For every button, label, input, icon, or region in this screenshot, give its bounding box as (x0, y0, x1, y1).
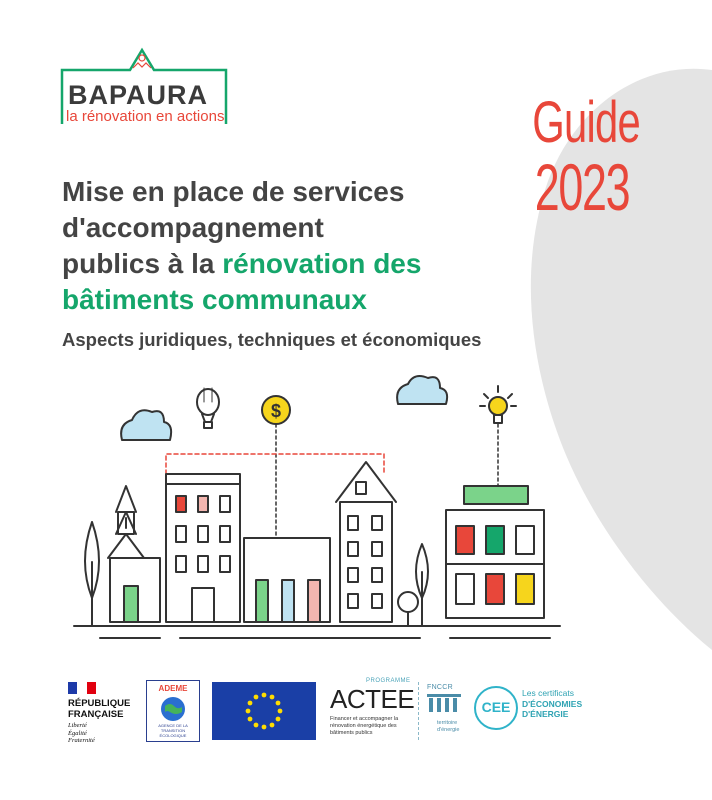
republique-motto: Liberté Égalité Fraternité (68, 722, 95, 744)
logo-name: BAPAURA (68, 80, 208, 110)
republique-francaise-logo (68, 682, 142, 742)
bapaura-logo (58, 42, 230, 128)
title-line-2: d'accompagnement (62, 212, 324, 243)
tree-right-icon (398, 544, 428, 626)
guide-year: 2023 (534, 150, 630, 224)
title-line-1: Mise en place de services (62, 176, 405, 207)
document-title (62, 174, 482, 318)
ademe-globe-icon (160, 696, 186, 722)
tree-left-icon (85, 522, 99, 626)
dollar-symbol: $ (270, 401, 282, 421)
french-flag-icon (68, 682, 96, 694)
title-line-3-plain: publics à la (62, 248, 223, 279)
ademe-logo (146, 680, 200, 742)
ademe-subtitle: AGENCE DE LA TRANSITION ÉCOLOGIQUE (158, 723, 188, 738)
title-line-3-accent: rénovation des (222, 248, 422, 279)
actee-name: ACTEE (330, 684, 415, 714)
cee-logo (474, 682, 592, 738)
logo-tagline: la rénovation en actions (66, 108, 225, 125)
town-hall-building (166, 474, 240, 622)
cee-badge (474, 686, 518, 730)
cee-badge-text: CEE (481, 699, 511, 715)
guide-word: Guide (532, 90, 641, 155)
fnccr-name: FNCCR (427, 684, 453, 691)
eu-stars-icon (212, 682, 316, 740)
house-building (336, 462, 396, 622)
fnccr-subtitle: territoire d'énergie (437, 720, 460, 733)
cee-label: Les certificats D'ÉCONOMIES D'ÉNERGIE (522, 688, 583, 719)
cloud-left-icon (121, 410, 171, 440)
partner-logos (0, 676, 712, 746)
school-building (244, 538, 330, 622)
hot-air-balloon-icon (197, 388, 219, 428)
cloud-right-icon (397, 376, 447, 404)
energy-renovated-building (446, 486, 544, 618)
dollar-coin-icon (262, 396, 290, 538)
fnccr-logo (418, 682, 466, 740)
fnccr-columns-icon (427, 694, 463, 714)
actee-description: Financer et accompagner la rénovation énergétique des bâtiments publics (330, 716, 399, 736)
document-subtitle: Aspects juridiques, techniques et économiques (62, 329, 482, 350)
church-building (108, 486, 160, 622)
european-union-flag (212, 682, 316, 740)
guide-year-label (514, 90, 644, 224)
ademe-name: ADEME (158, 684, 188, 693)
light-bulb-icon (480, 386, 516, 486)
title-line-4-accent: bâtiments communaux (62, 284, 367, 315)
town-illustration (60, 362, 660, 648)
republique-title: RÉPUBLIQUE FRANÇAISE (68, 698, 131, 720)
actee-programme: PROGRAMME (366, 678, 411, 684)
